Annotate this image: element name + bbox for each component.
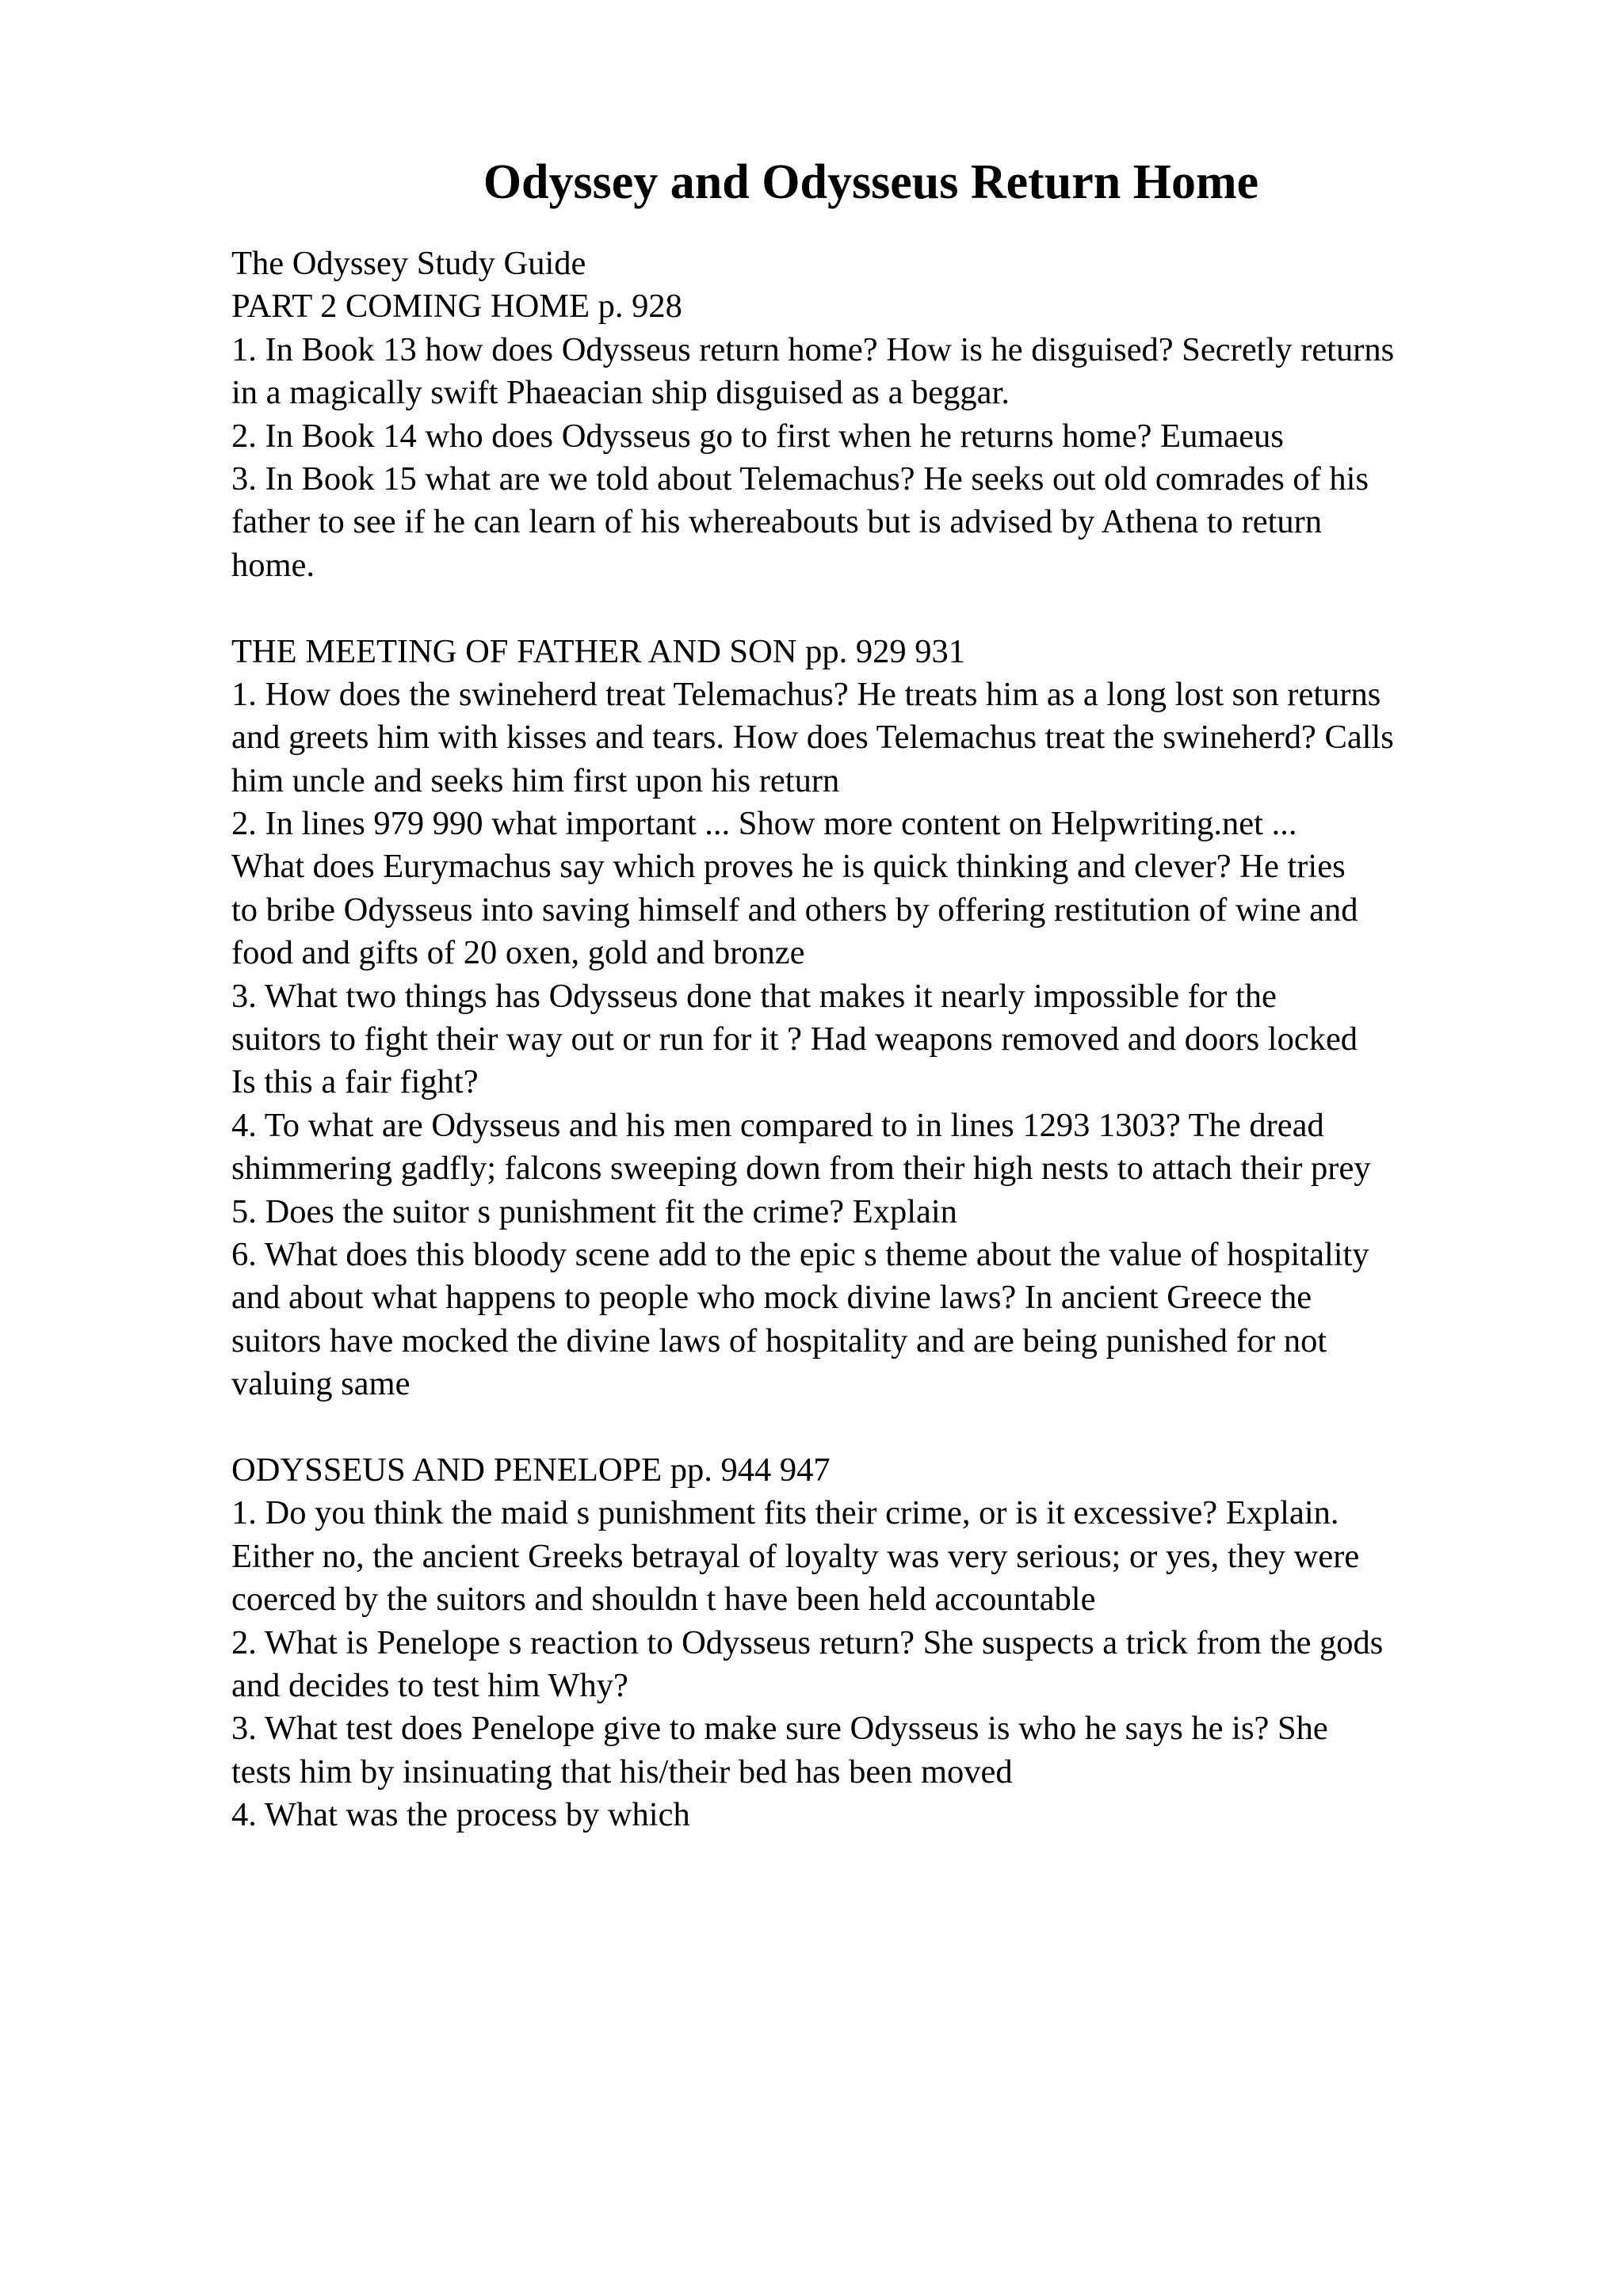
text-line: shimmering gadfly; falcons sweeping down from their high nests to attach their prey — [231, 1150, 1371, 1188]
text-line: PART 2 COMING HOME p. 928 — [231, 288, 682, 326]
text-line: 4. To what are Odysseus and his men compared to in lines 1293 1303? The dread — [231, 1106, 1324, 1144]
text-line: home. — [231, 546, 315, 584]
document-title: Odyssey and Odysseus Return Home — [483, 155, 1259, 209]
text-line: 2. What is Penelope s reaction to Odysseus return? She suspects a trick from the gods — [231, 1623, 1384, 1661]
text-line: 3. What two things has Odysseus done that makes it nearly impossible for the — [231, 977, 1277, 1015]
text-line: in a magically swift Phaeacian ship disguised as a beggar. — [231, 374, 1010, 412]
section-heading-line: The Odyssey Study Guide — [231, 245, 586, 282]
text-line: and decides to test him Why? — [231, 1666, 628, 1704]
text-line: 1. How does the swineherd treat Telemachus? He treats him as a long lost son returns — [231, 675, 1381, 713]
text-line: and about what happens to people who mock divine laws? In ancient Greece the — [231, 1279, 1312, 1317]
text-line: 5. Does the suitor s punishment fit the crime? Explain — [231, 1192, 957, 1230]
text-line: coerced by the suitors and shouldn t have been held accountable — [231, 1581, 1096, 1619]
text-line: Either no, the ancient Greeks betrayal of loyalty was very serious; or yes, they were — [231, 1537, 1360, 1575]
text-line: and greets him with kisses and tears. How does Telemachus treat the swineherd? Calls — [231, 719, 1394, 757]
text-line: Is this a fair fight? — [231, 1063, 479, 1101]
text-line: tests him by insinuating that his/their bed has been moved — [231, 1753, 1013, 1791]
text-line: father to see if he can learn of his whereabouts but is advised by Athena to return — [231, 503, 1323, 541]
paragraph-gap — [231, 1406, 1610, 1449]
text-line: him uncle and seeks him first upon his return — [231, 761, 840, 799]
text-line: 6. What does this bloody scene add to the epic s theme about the value of hospitality — [231, 1235, 1369, 1273]
text-line: 1. Do you think the maid s punishment fits their crime, or is it excessive? Explain. — [231, 1494, 1339, 1532]
text-line: suitors to fight their way out or run for it ? Had weapons removed and doors locked — [231, 1020, 1358, 1058]
section-heading-line: ODYSSEUS AND PENELOPE pp. 944 947 — [231, 1451, 831, 1489]
text-line: food and gifts of 20 oxen, gold and bronze — [231, 934, 805, 972]
text-line: 2. In Book 14 who does Odysseus go to first when he returns home? Eumaeus — [231, 417, 1284, 455]
document-body — [231, 242, 1610, 1836]
section-heading-line: THE MEETING OF FATHER AND SON pp. 929 931 — [231, 632, 965, 670]
text-line: suitors have mocked the divine laws of hospitality and are being punished for not — [231, 1322, 1327, 1360]
text-line: 3. In Book 15 what are we told about Telemachus? He seeks out old comrades of his — [231, 460, 1369, 498]
text-line: valuing same — [231, 1365, 411, 1403]
text-line: 1. In Book 13 how does Odysseus return home? How is he disguised? Secretly returns — [231, 330, 1395, 368]
text-line: 2. In lines 979 990 what important ... Show more content on Helpwriting.net ... — [231, 805, 1297, 843]
text-line: to bribe Odysseus into saving himself and others by offering restitution of wine and — [231, 891, 1358, 929]
text-line: What does Eurymachus say which proves he is quick thinking and clever? He tries — [231, 848, 1346, 886]
paragraph-gap — [231, 587, 1610, 630]
text-line: 4. What was the process by which — [231, 1796, 690, 1834]
text-line: 3. What test does Penelope give to make sure Odysseus is who he says he is? She — [231, 1710, 1328, 1748]
